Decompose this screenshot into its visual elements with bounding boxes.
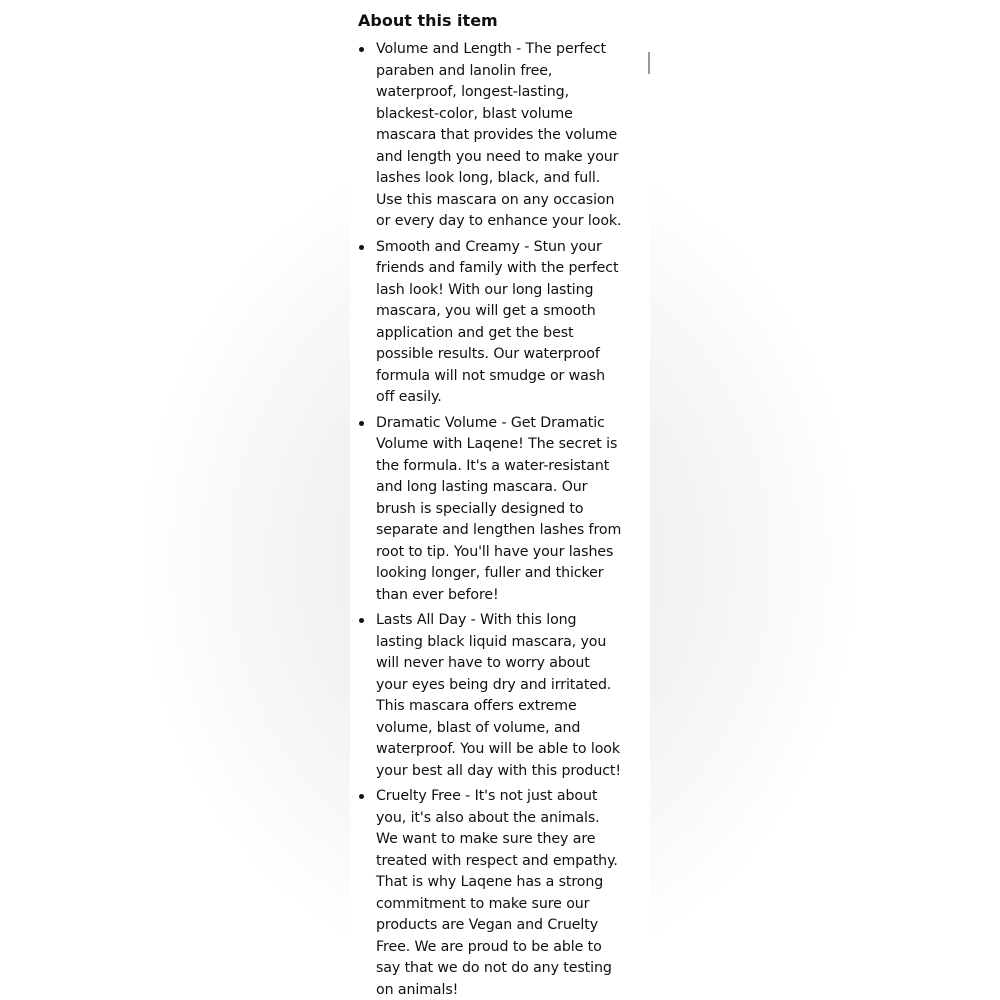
bullet-dot-icon: [359, 47, 364, 52]
section-title: About this item: [358, 11, 498, 30]
bullet-dot-icon: [359, 618, 364, 623]
bullet-dot-icon: [359, 794, 364, 799]
feature-bullet-list: [350, 39, 650, 1000]
feature-bullet-text: Cruelty Free - It's not just about you, it's also about the animals. We want to make sure they are treated with respect and empathy. That is why Laqene has a strong commitment to make sure our products are Vegan and Cruelty Free. We are proud to be able to say that we do not do any testing on animals!: [376, 788, 618, 998]
feature-bullet-item: [350, 413, 624, 607]
feature-bullet-item: [350, 237, 624, 409]
scrollbar-thumb[interactable]: [648, 52, 650, 74]
bullet-dot-icon: [359, 245, 364, 250]
feature-bullet-text: Lasts All Day - With this long lasting black liquid mascara, you will never have to worry about your eyes being dry and irritated. This mascara offers extreme volume, blast of volume, and waterproof. You will be able to look your best all day with this product!: [376, 612, 621, 779]
feature-bullet-item: [350, 786, 624, 1000]
about-this-item-panel: [350, 0, 650, 1000]
feature-bullet-text: Dramatic Volume - Get Dramatic Volume with Laqene! The secret is the formula. It's a water-resistant and long lasting mascara. Our brush is specially designed to separate and lengthen lashes from root to tip. You'll have your lashes looking longer, fuller and thicker than ever before!: [376, 414, 622, 603]
feature-bullet-text: Smooth and Creamy - Stun your friends and family with the perfect lash look! With our long lasting mascara, you will get a smooth application and get the best possible results. Our waterproof formula will not smudge or wash off easily.: [376, 238, 619, 405]
feature-bullet-item: [350, 610, 624, 782]
bullet-dot-icon: [359, 421, 364, 426]
feature-bullet-text: Volume and Length - The perfect paraben and lanolin free, waterproof, longest-lasting, blackest-color, blast volume mascara that provides the volume and length you need to make your lashes look long, black, and full. Use this mascara on any occasion or every day to enhance your look.: [376, 41, 622, 229]
feature-bullet-item: [350, 39, 624, 233]
